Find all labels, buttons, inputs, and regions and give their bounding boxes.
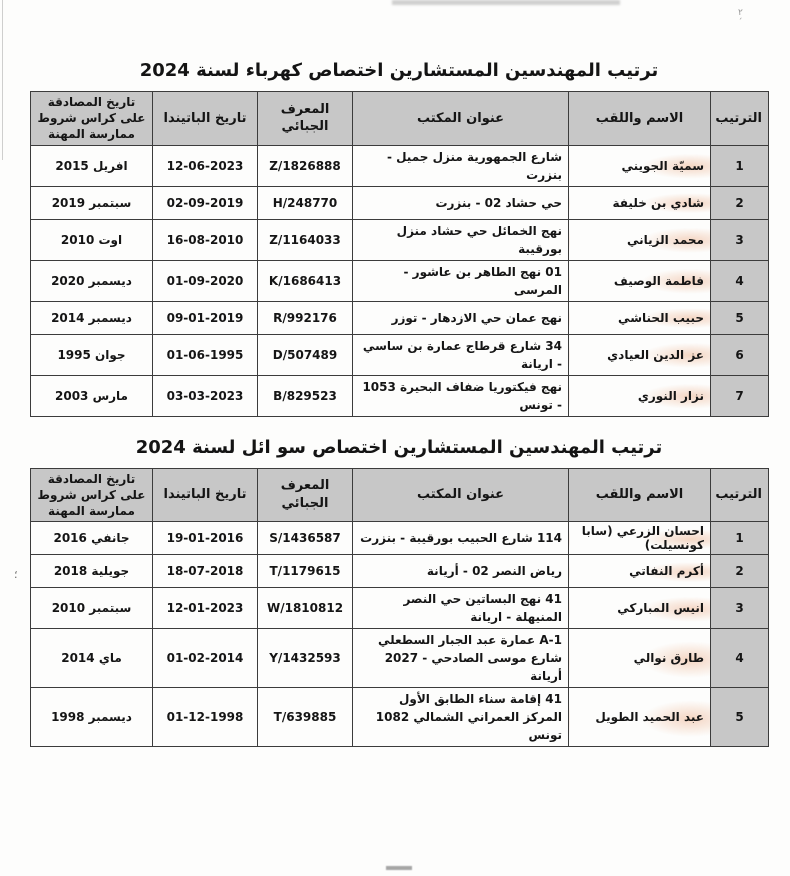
tax-id-cell: 1826888/Z (258, 145, 353, 186)
tax-id-cell: 639885/T (258, 688, 353, 747)
patente-date-cell: 01-12-1998 (153, 688, 258, 747)
tax-id-cell: 1164033/Z (258, 219, 353, 260)
rank-cell: 3 (711, 588, 769, 629)
table-row (31, 555, 769, 588)
table-row (31, 301, 769, 334)
table-row (31, 186, 769, 219)
table-row (31, 588, 769, 629)
patente-date-cell: 18-07-2018 (153, 555, 258, 588)
column-header-address: عنوان المكتب (353, 92, 569, 146)
address-cell: 01 نهج الطاهر بن عاشور - المرسى (353, 260, 569, 301)
name-cell: محمد الزياني (569, 219, 711, 260)
rank-cell: 5 (711, 301, 769, 334)
rank-cell: 2 (711, 555, 769, 588)
approval-date-cell: جانفي 2016 (31, 522, 153, 555)
table-row (31, 375, 769, 416)
electricity-ranking-table (30, 91, 769, 417)
patente-date-cell: 09-01-2019 (153, 301, 258, 334)
address-cell: شارع الجمهورية منزل جميل - بنزرت (353, 145, 569, 186)
name-cell: حبيب الحناشي (569, 301, 711, 334)
approval-date-cell: افريل 2015 (31, 145, 153, 186)
electricity-table-title: ترتيب المهندسين المستشارين اختصاص كهرباء لسنة 2024 (139, 60, 659, 81)
approval-date-cell: ديسمبر 1998 (31, 688, 153, 747)
tax-id-cell: 829523/B (258, 375, 353, 416)
approval-date-cell: ديسمبر 2020 (31, 260, 153, 301)
tax-id-cell: 1432593/Y (258, 629, 353, 688)
name-cell: انيس المباركي (569, 588, 711, 629)
approval-date-cell: مارس 2003 (31, 375, 153, 416)
name-cell: سميّة الجويني (569, 145, 711, 186)
address-cell: حي حشاد 02 - بنزرت (353, 186, 569, 219)
tax-id-cell: 507489/D (258, 334, 353, 375)
column-header-tax-id: المعرف الجبائي (258, 92, 353, 146)
tax-id-cell: 1436587/S (258, 522, 353, 555)
patente-date-cell: 19-01-2016 (153, 522, 258, 555)
tax-id-cell: 1179615/T (258, 555, 353, 588)
fluids-ranking-table (30, 468, 769, 748)
rank-cell: 6 (711, 334, 769, 375)
column-header-approval: تاريخ المصادقة على كراس شروط ممارسة المهنة (31, 468, 153, 522)
address-cell: 114 شارع الحبيب بورقيبة - بنزرت (353, 522, 569, 555)
header-row (31, 92, 769, 146)
name-cell: عز الدين العيادي (569, 334, 711, 375)
name-cell: احسان الزرعي (سابا كونسيلت) (569, 522, 711, 555)
rank-cell: 5 (711, 688, 769, 747)
tax-id-cell: 1810812/W (258, 588, 353, 629)
column-header-patente: تاريخ الباتيندا (153, 468, 258, 522)
tax-id-cell: 992176/R (258, 301, 353, 334)
name-cell: نزار النوري (569, 375, 711, 416)
scan-artifact (2, 0, 3, 160)
patente-date-cell: 12-01-2023 (153, 588, 258, 629)
table-row (31, 219, 769, 260)
name-cell: شادي بن خليفة (569, 186, 711, 219)
approval-date-cell: سبتمبر 2019 (31, 186, 153, 219)
table-row (31, 145, 769, 186)
rank-cell: 3 (711, 219, 769, 260)
scan-artifact: ٢ ´ (738, 8, 743, 28)
approval-date-cell: اوت 2010 (31, 219, 153, 260)
column-header-patente: تاريخ الباتيندا (153, 92, 258, 146)
column-header-tax-id: المعرف الجبائي (258, 468, 353, 522)
approval-date-cell: ديسمبر 2014 (31, 301, 153, 334)
column-header-rank: الترتيب (711, 92, 769, 146)
column-header-name: الاسم واللقب (569, 468, 711, 522)
table-row (31, 629, 769, 688)
rank-cell: 4 (711, 629, 769, 688)
approval-date-cell: جوان 1995 (31, 334, 153, 375)
name-cell: فاطمة الوصيف (569, 260, 711, 301)
address-cell: نهج الخمائل حي حشاد منزل بورقيبة (353, 219, 569, 260)
address-cell: 41 إقامة سناء الطابق الأول المركز العمراني الشمالي 1082 تونس (353, 688, 569, 747)
patente-date-cell: 02-09-2019 (153, 186, 258, 219)
patente-date-cell: 12-06-2023 (153, 145, 258, 186)
approval-date-cell: ماي 2014 (31, 629, 153, 688)
table-row (31, 522, 769, 555)
table-row (31, 688, 769, 747)
patente-date-cell: 16-08-2010 (153, 219, 258, 260)
tax-id-cell: 1686413/K (258, 260, 353, 301)
rank-cell: 1 (711, 145, 769, 186)
tax-id-cell: 248770/H (258, 186, 353, 219)
rank-cell: 4 (711, 260, 769, 301)
column-header-name: الاسم واللقب (569, 92, 711, 146)
scan-artifact: ؛ (14, 568, 18, 581)
address-cell: نهج عمان حي الازدهار - توزر (353, 301, 569, 334)
fluids-table-title: ترتيب المهندسين المستشارين اختصاص سو ائل لسنة 2024 (135, 436, 663, 458)
name-cell: عبد الحميد الطويل (569, 688, 711, 747)
header-row (31, 468, 769, 522)
rank-cell: 7 (711, 375, 769, 416)
table-row (31, 260, 769, 301)
address-cell: 41 نهج البساتين حي النصر المنيهلة - اريانة (353, 588, 569, 629)
rank-cell: 1 (711, 522, 769, 555)
patente-date-cell: 01-06-1995 (153, 334, 258, 375)
patente-date-cell: 01-09-2020 (153, 260, 258, 301)
patente-date-cell: 03-03-2023 (153, 375, 258, 416)
address-cell: A-1 عمارة عبد الجبار السطعلي شارع موسى الصادحي - 2027 أريانة (353, 629, 569, 688)
approval-date-cell: سبتمبر 2010 (31, 588, 153, 629)
rank-cell: 2 (711, 186, 769, 219)
patente-date-cell: 01-02-2014 (153, 629, 258, 688)
column-header-rank: الترتيب (711, 468, 769, 522)
name-cell: أكرم النفاتي (569, 555, 711, 588)
column-header-approval: تاريخ المصادقة على كراس شروط ممارسة المهنة (31, 92, 153, 146)
name-cell: طارق نوالي (569, 629, 711, 688)
address-cell: 34 شارع قرطاج عمارة بن ساسي - اريانة (353, 334, 569, 375)
table-row (31, 334, 769, 375)
column-header-address: عنوان المكتب (353, 468, 569, 522)
address-cell: نهج فيكتوريا ضفاف البحيرة 1053 - تونس (353, 375, 569, 416)
address-cell: رياض النصر 02 - أريانة (353, 555, 569, 588)
scan-artifact (386, 866, 412, 870)
approval-date-cell: جويلية 2018 (31, 555, 153, 588)
scan-artifact (392, 0, 620, 5)
